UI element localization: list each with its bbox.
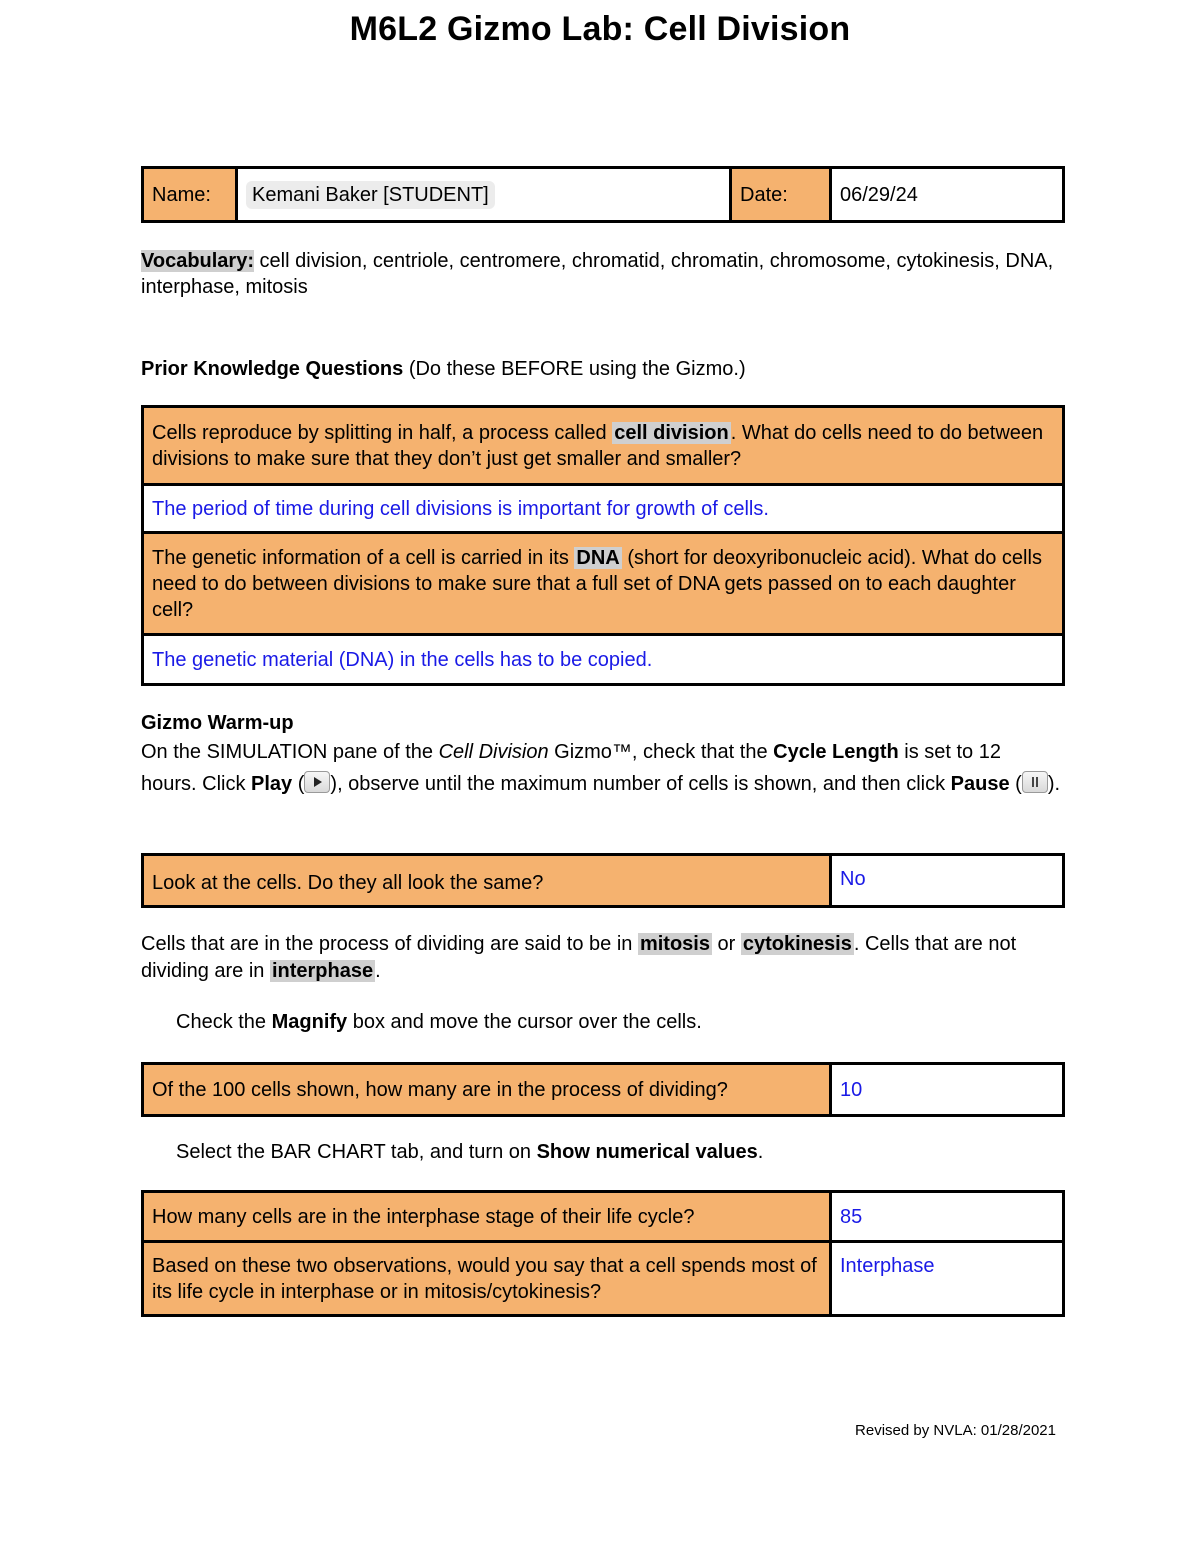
warmup-text-2: Gizmo™, check that the bbox=[548, 741, 774, 763]
play-term: Play bbox=[251, 773, 293, 795]
answer-2[interactable]: The genetic material (DNA) in the cells has to be copied. bbox=[143, 635, 1064, 685]
magnify-term: Magnify bbox=[271, 1011, 348, 1033]
question-2-text-a: The genetic information of a cell is carried in its bbox=[152, 546, 575, 569]
answer-1[interactable]: The period of time during cell divisions is important for growth of cells. bbox=[143, 485, 1064, 533]
term-cytokinesis: cytokinesis bbox=[742, 933, 852, 955]
bar-chart-instruction bbox=[176, 1141, 763, 1164]
dividing-count-question: Of the 100 cells shown, how many are in the process of dividing? bbox=[143, 1064, 831, 1116]
dividing-text-4: . bbox=[375, 960, 381, 982]
name-value: Kemani Baker [STUDENT] bbox=[246, 181, 495, 209]
warmup-text-1: On the SIMULATION pane of the bbox=[141, 741, 439, 763]
vocabulary-paragraph bbox=[141, 248, 1061, 300]
show-numerical-values-term: Show numerical values bbox=[536, 1141, 758, 1163]
interphase-count-answer[interactable]: 85 bbox=[831, 1192, 1064, 1242]
warmup-text-6: ( bbox=[1009, 773, 1022, 795]
term-cell-division: cell division bbox=[614, 421, 729, 444]
question-2 bbox=[143, 533, 1064, 635]
dividing-text-1: Cells that are in the process of dividing are said to be in bbox=[141, 933, 638, 955]
interphase-table bbox=[141, 1190, 1065, 1317]
vocabulary-text: cell division, centriole, centromere, chromatid, chromatin, chromosome, cytokinesis, DNA, interphase, mitosis bbox=[141, 250, 1054, 298]
interphase-count-question: How many cells are in the interphase stage of their life cycle? bbox=[143, 1192, 831, 1242]
prior-knowledge-heading-line bbox=[141, 356, 1061, 382]
term-interphase: interphase bbox=[271, 960, 374, 982]
date-label: Date: bbox=[731, 168, 831, 222]
warmup-text-5: ), observe until the maximum number of cells is shown, and then click bbox=[330, 773, 951, 795]
question-1-text-a: Cells reproduce by splitting in half, a process called bbox=[152, 421, 613, 444]
name-field[interactable] bbox=[237, 168, 731, 222]
warmup-heading bbox=[141, 710, 1061, 736]
same-look-answer[interactable]: No bbox=[831, 855, 1064, 907]
dividing-paragraph bbox=[141, 931, 1061, 985]
warmup-text-7: ). bbox=[1047, 773, 1061, 795]
life-cycle-answer[interactable]: Interphase bbox=[831, 1242, 1064, 1316]
date-field[interactable]: 06/29/24 bbox=[831, 168, 1064, 222]
warmup-text-3: is set to 12 hours. Click bbox=[141, 741, 1001, 795]
barchart-text-1: Select the BAR CHART tab, and turn on bbox=[176, 1141, 537, 1163]
prior-knowledge-heading: Prior Knowledge Questions bbox=[141, 358, 404, 380]
cycle-length-term: Cycle Length bbox=[773, 741, 899, 763]
magnify-instruction bbox=[176, 1011, 702, 1034]
term-mitosis: mitosis bbox=[639, 933, 710, 955]
pause-term: Pause bbox=[950, 773, 1010, 795]
dividing-text-2: or bbox=[711, 933, 741, 955]
vocabulary-label: Vocabulary: bbox=[141, 250, 254, 272]
warmup-text-4: ( bbox=[292, 773, 305, 795]
prior-knowledge-table bbox=[141, 405, 1065, 686]
life-cycle-question: Based on these two observations, would you say that a cell spends most of its life cycle in interphase or in mitosis/cytokinesis? bbox=[143, 1242, 831, 1316]
play-icon bbox=[304, 771, 330, 793]
warmup-instructions bbox=[141, 736, 1061, 800]
revision-footer: Revised by NVLA: 01/28/2021 bbox=[855, 1422, 1056, 1439]
dividing-count-answer[interactable]: 10 bbox=[831, 1064, 1064, 1116]
student-info-table bbox=[141, 166, 1065, 223]
question-1 bbox=[143, 407, 1064, 485]
name-label: Name: bbox=[143, 168, 237, 222]
question-2-text-b: (short for deoxyribonucleic acid). What do cells need to do between divisions to make sure that a full set of DNA gets passed on to each daughter cell? bbox=[152, 546, 1042, 621]
prior-knowledge-note: (Do these BEFORE using the Gizmo.) bbox=[403, 358, 746, 380]
page-title: M6L2 Gizmo Lab: Cell Division bbox=[349, 10, 851, 48]
warmup-heading-text: Gizmo Warm-up bbox=[141, 712, 294, 734]
dividing-text-3: . Cells that are not dividing are in bbox=[141, 933, 1017, 982]
same-look-question: Look at the cells. Do they all look the same? bbox=[143, 855, 831, 907]
barchart-text-2: . bbox=[757, 1141, 764, 1163]
term-dna: DNA bbox=[576, 546, 620, 569]
magnify-text-1: Check the bbox=[176, 1011, 272, 1033]
question-1-text-b: . What do cells need to do between divisions to make sure that they don’t just get smaller and smaller? bbox=[152, 421, 1044, 470]
magnify-text-2: box and move the cursor over the cells. bbox=[347, 1011, 702, 1033]
same-look-table bbox=[141, 853, 1065, 908]
pause-icon bbox=[1022, 771, 1048, 793]
gizmo-name: Cell Division bbox=[438, 741, 549, 763]
dividing-count-table bbox=[141, 1062, 1065, 1117]
